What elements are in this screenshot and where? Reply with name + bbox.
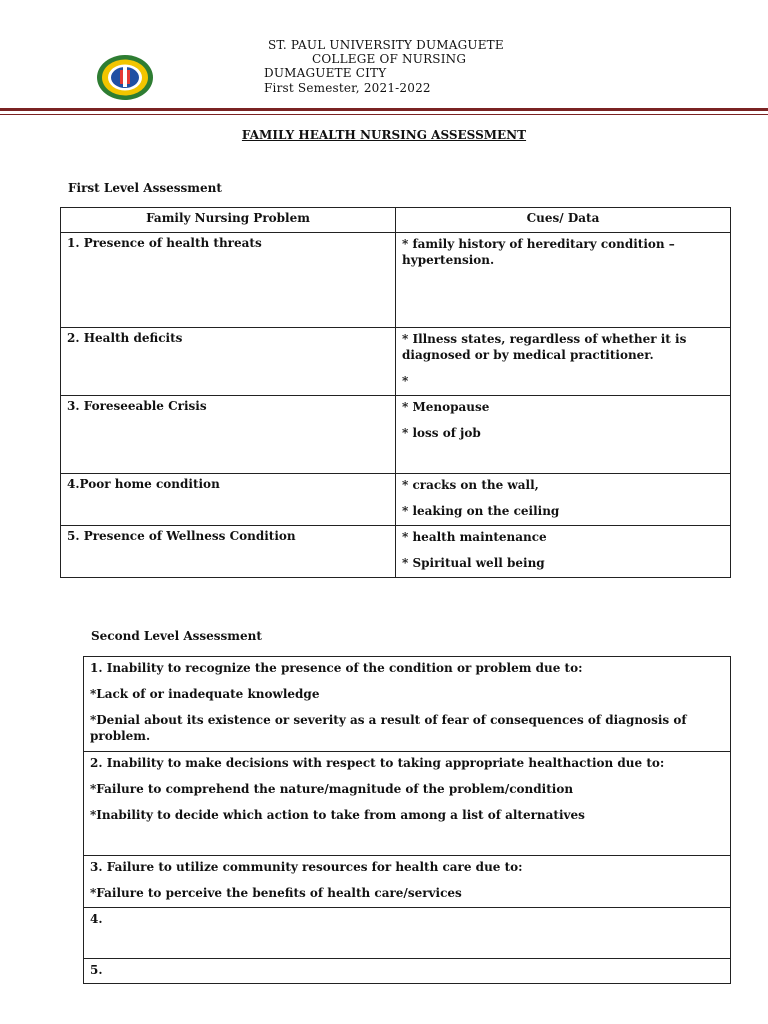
header-rule — [0, 108, 768, 111]
assessment-text: 1. Inability to recognize the presence of the condition or problem due to: — [90, 661, 583, 675]
assessment-text: *Failure to comprehend the nature/magnitude of the problem/condition — [90, 782, 574, 796]
cue-text: * loss of job — [402, 426, 481, 440]
cues-cell — [396, 233, 731, 328]
assessment-text: 5. — [90, 963, 103, 977]
second-level-table — [83, 656, 731, 984]
table-row — [84, 752, 731, 856]
assessment-text: *Denial about its existence or severity as a result of fear of consequences of diagnosis of problem. — [90, 713, 687, 743]
cues-cell — [396, 526, 731, 578]
column-header: Cues/ Data — [396, 208, 731, 233]
semester-text: First Semester, 2021-2022 — [264, 81, 431, 95]
college-name: COLLEGE OF NURSING — [312, 52, 467, 66]
document-title: FAMILY HEALTH NURSING ASSESSMENT — [241, 128, 527, 142]
assessment-text: *Inability to decide which action to take from among a list of alternatives — [90, 808, 585, 822]
assessment-text: 3. Failure to utilize community resources for health care due to: — [90, 860, 523, 874]
cue-text: * health maintenance — [402, 530, 547, 544]
cue-text: * Spiritual well being — [402, 556, 545, 570]
cues-cell — [396, 396, 731, 474]
assessment-text: 2. Inability to make decisions with respect to taking appropriate healthaction due to: — [90, 756, 665, 770]
assessment-text: *Lack of or inadequate knowledge — [90, 687, 320, 701]
problem-cell: 2. Health deficits — [61, 328, 396, 396]
header-rule-thin — [0, 114, 768, 115]
table-row — [61, 526, 731, 578]
cue-text: * cracks on the wall, — [402, 478, 539, 492]
table-row — [61, 328, 731, 396]
assessment-cell — [84, 959, 731, 984]
cues-cell — [396, 474, 731, 526]
column-header: Family Nursing Problem — [61, 208, 396, 233]
city-name: DUMAGUETE CITY — [264, 66, 387, 80]
table-header-row — [61, 208, 731, 233]
assessment-cell — [84, 856, 731, 908]
problem-cell: 4.Poor home condition — [61, 474, 396, 526]
table-row — [61, 233, 731, 328]
first-level-table — [60, 207, 731, 578]
assessment-text: *Failure to perceive the benefits of health care/services — [90, 886, 462, 900]
cues-cell — [396, 328, 731, 396]
assessment-cell — [84, 908, 731, 959]
assessment-text: 4. — [90, 912, 103, 926]
assessment-cell — [84, 657, 731, 752]
table-row — [61, 474, 731, 526]
problem-cell: 1. Presence of health threats — [61, 233, 396, 328]
cue-text: * — [402, 374, 409, 388]
university-name: ST. PAUL UNIVERSITY DUMAGUETE — [268, 38, 504, 52]
problem-cell: 5. Presence of Wellness Condition — [61, 526, 396, 578]
cue-text: * leaking on the ceiling — [402, 504, 560, 518]
problem-cell: 3. Foreseeable Crisis — [61, 396, 396, 474]
cue-text: * Illness states, regardless of whether it is diagnosed or by medical practitioner. — [402, 332, 687, 362]
table-row — [84, 959, 731, 984]
university-seal-logo — [96, 54, 154, 101]
cue-text: * Menopause — [402, 400, 490, 414]
assessment-cell — [84, 752, 731, 856]
table-row — [84, 908, 731, 959]
second-level-label: Second Level Assessment — [91, 629, 262, 643]
table-row — [61, 396, 731, 474]
table-row — [84, 657, 731, 752]
first-level-label: First Level Assessment — [68, 181, 222, 195]
table-row — [84, 856, 731, 908]
cue-text: * family history of hereditary condition – hypertension. — [402, 237, 675, 267]
